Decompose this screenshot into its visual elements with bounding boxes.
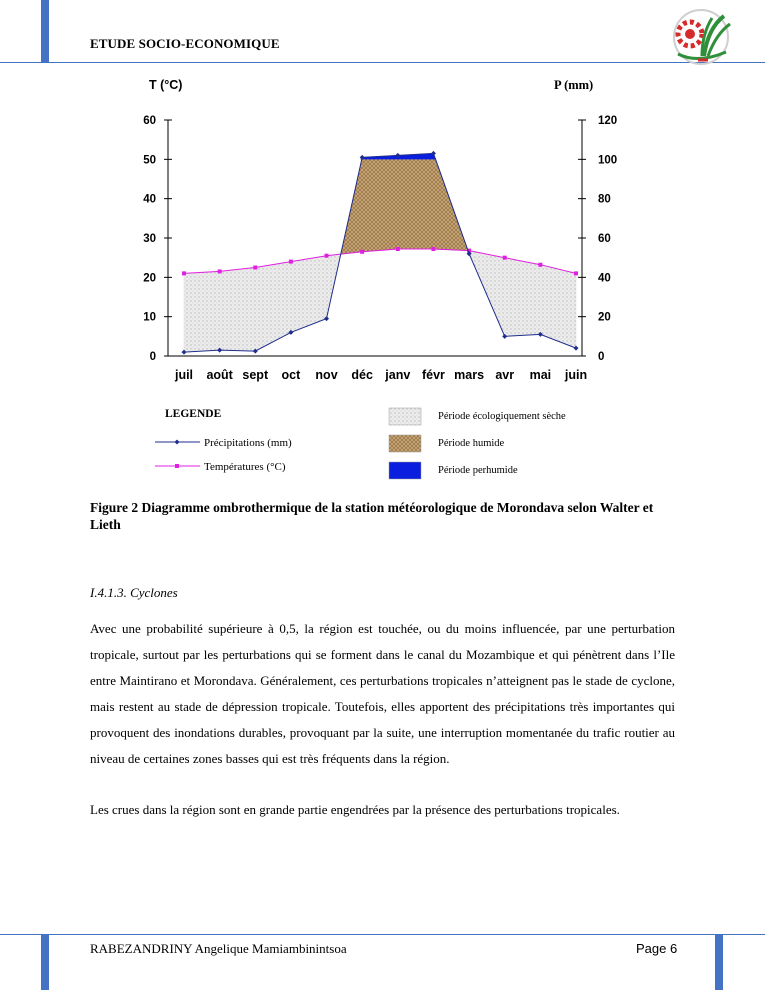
x-tick-label: oct	[281, 368, 301, 382]
header-accent-bar	[41, 0, 49, 62]
temperature-point	[431, 247, 435, 251]
header-title: ETUDE SOCIO-ECONOMIQUE	[90, 36, 280, 51]
paragraph-1: Avec une probabilité supérieure à 0,5, la région est touchée, ou du moins influencée, par une perturbation tropicale, surtout par les perturbations qui se forment dans le canal du Mozambique et qui pénètrent dans l’Ile entre Maintirano et Morondava. Généralement, ces perturbations tropicales n’atteignent pas le stade de cyclone, mais restent au stade de dépression tropicale. Toutefois, elles apportent des précipitations très importantes qui provoquent des inondations durables, provoquant par la suite, une interruption momentanée du trafic routier au niveau de certaines zones basses qui est très fréquents dans la région.	[90, 621, 675, 766]
temperature-point	[503, 256, 507, 260]
legend-marker	[175, 464, 179, 468]
y-right-tick-label: 120	[598, 115, 618, 127]
y-right-tick-label: 80	[598, 193, 611, 206]
legend-title: LEGENDE	[165, 408, 222, 420]
y-right-tick-label: 0	[598, 351, 605, 363]
y-left-tick-label: 0	[149, 351, 156, 363]
x-tick-label: juil	[174, 368, 194, 382]
legend-period-label: Période perhumide	[438, 465, 518, 476]
y-left-tick-label: 60	[143, 115, 156, 127]
legend-period-label: Période humide	[438, 438, 505, 449]
legend-series-label: Précipitations (mm)	[204, 437, 292, 449]
y-right-axis-title: P (mm)	[554, 78, 594, 92]
institution-logo	[668, 8, 738, 66]
y-right-tick-label: 60	[598, 233, 611, 245]
legend-marker	[175, 440, 180, 445]
y-left-tick-label: 10	[143, 311, 156, 324]
temperature-point	[396, 247, 400, 251]
legend-series-label: Températures (°C)	[204, 461, 286, 473]
y-left-axis-title: T (°C)	[149, 78, 183, 92]
x-tick-label: janv	[385, 368, 411, 382]
y-right-tick-label: 40	[598, 272, 611, 285]
temperature-point	[253, 266, 257, 270]
x-tick-label: juin	[564, 368, 588, 382]
footer-author: RABEZANDRINY Angelique Mamiambinintsoa	[90, 941, 347, 956]
dry-period-area	[468, 251, 576, 349]
legend-swatch	[389, 408, 421, 425]
temperature-point	[325, 254, 329, 258]
temperature-point	[360, 250, 364, 254]
section-heading: I.4.1.3. Cyclones	[90, 585, 178, 600]
y-left-tick-label: 40	[143, 193, 156, 206]
dry-period-area	[184, 254, 341, 352]
footer-accent-bar-left	[41, 934, 49, 990]
temperature-point	[538, 263, 542, 267]
x-tick-label: sept	[242, 368, 269, 382]
footer-accent-bar-right	[715, 934, 723, 990]
legend-swatch	[389, 462, 421, 479]
x-tick-label: déc	[351, 368, 373, 382]
y-left-tick-label: 50	[143, 154, 156, 167]
figure-caption: Figure 2 Diagramme ombrothermique de la station météorologique de Morondava selon Walter et Lieth	[90, 500, 654, 532]
legend-swatch	[389, 435, 421, 452]
temperature-point	[574, 271, 578, 275]
footer-divider	[0, 934, 765, 935]
temperature-point	[218, 269, 222, 273]
temperature-point	[182, 271, 186, 275]
x-tick-label: févr	[421, 368, 445, 382]
header-divider	[0, 62, 765, 63]
paragraph-2: Les crues dans la région sont en grande partie engendrées par la présence des perturbations tropicales.	[90, 802, 620, 817]
y-left-tick-label: 30	[143, 233, 156, 245]
y-right-tick-label: 20	[598, 311, 611, 324]
temperature-point	[289, 260, 293, 264]
legend-period-label: Période écologiquement sèche	[438, 411, 566, 422]
x-tick-label: août	[206, 368, 233, 382]
x-tick-label: mai	[529, 368, 552, 382]
ombrothermic-chart	[130, 72, 630, 482]
x-tick-label: mars	[454, 368, 485, 382]
x-tick-label: avr	[495, 368, 515, 382]
page-number: Page 6	[636, 941, 678, 956]
y-left-tick-label: 20	[143, 272, 156, 285]
x-tick-label: nov	[315, 368, 338, 382]
y-right-tick-label: 100	[598, 154, 618, 167]
